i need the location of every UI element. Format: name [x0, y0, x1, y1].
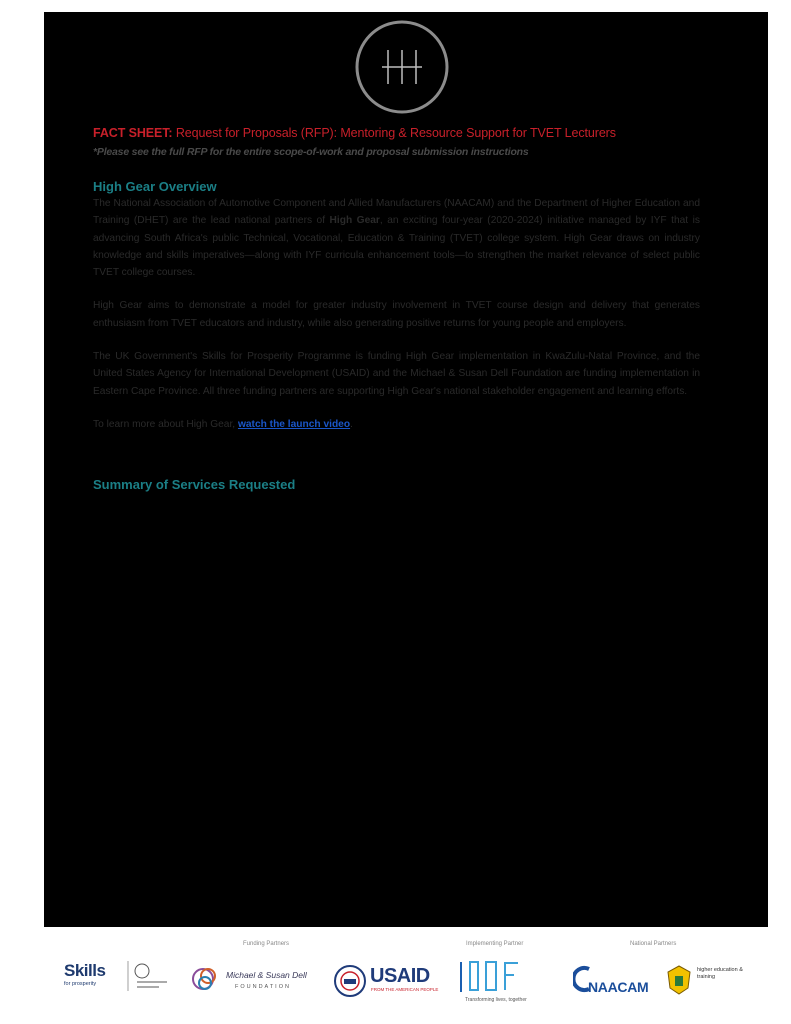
uk-government-crest-icon — [123, 959, 175, 993]
iyf-tagline: Transforming lives, together — [465, 997, 527, 1003]
dhet-coat-of-arms-icon — [664, 964, 694, 996]
overview-paragraph-2: High Gear aims to demonstrate a model for greater industry involvement in TVET course design and delivery that generates enthusiasm from TVET educators and industry, while also generating positive returns for young people and employers. — [93, 300, 700, 329]
high-gear-logo — [352, 17, 452, 117]
national-partners-label: National Partners — [630, 941, 677, 947]
dhet-logo-text: higher education & training — [697, 967, 743, 980]
overview-p1-end: , an exciting four-year (2020-2024) initiative managed by IYF that is advancing South Africa's public Technical, Vocational, Education & Training (TVET) college system. High Gear draws on industry knowledge and skills imperatives—along with IYF curricula enhancement tools—to strengthen the market relevance of select public TVET college courses. — [93, 215, 700, 279]
usaid-tagline: FROM THE AMERICAN PEOPLE — [371, 987, 439, 992]
overview-heading: High Gear Overview — [93, 179, 217, 194]
iyf-logo-icon — [460, 960, 532, 996]
dell-foundation-emblem-icon — [191, 964, 223, 994]
skills-for-prosperity-sub: for prosperity — [64, 981, 97, 987]
partner-logos-footer — [0, 927, 791, 1024]
overview-p1-bold: High Gear — [329, 215, 380, 227]
overview-paragraph-1 — [93, 195, 700, 281]
summary-heading: Summary of Services Requested — [93, 477, 296, 493]
learn-more-end: . — [350, 418, 353, 430]
implementing-partner-label: Implementing Partner — [466, 941, 524, 947]
rfp-note: *Please see the full RFP for the entire scope-of-work and proposal submission instructions — [93, 146, 529, 158]
usaid-logo-text: USAID — [370, 965, 430, 987]
learn-more-text: To learn more about High Gear, — [93, 418, 238, 430]
skills-for-prosperity-logo: Skills — [64, 961, 106, 980]
overview-paragraph-3: The UK Government's Skills for Prosperity Programme is funding High Gear implementation in KwaZulu-Natal Province, and the United States Agency for International Development (USAID) and the Michael & Susan Dell Foundation are funding implementation in Eastern Cape Province. All three funding partners are supporting High Gear's national stakeholder engagement and learning efforts. — [93, 351, 700, 397]
learn-more-line — [93, 416, 700, 433]
fact-sheet-prefix: FACT SHEET: — [93, 126, 173, 140]
dell-foundation-name: Michael & Susan Dell — [226, 970, 307, 980]
fact-sheet-title — [93, 125, 700, 141]
launch-video-link[interactable]: watch the launch video — [237, 418, 351, 430]
usaid-seal-icon — [333, 964, 367, 998]
funding-partners-label: Funding Partners — [243, 941, 290, 947]
document-page — [44, 12, 768, 927]
naacam-logo-text: NAACAM — [588, 979, 649, 995]
dell-foundation-sub: FOUNDATION — [235, 984, 291, 990]
document-content — [93, 125, 700, 493]
fact-sheet-title-text: Request for Proposals (RFP): Mentoring & Resource Support for TVET Lecturers — [172, 126, 616, 140]
overview-p1-start: The National Association of Automotive Component and Allied Manufacturers (NAACAM) and the Department of Higher Education and Training (DHET) are the lead national partners of — [93, 198, 700, 227]
